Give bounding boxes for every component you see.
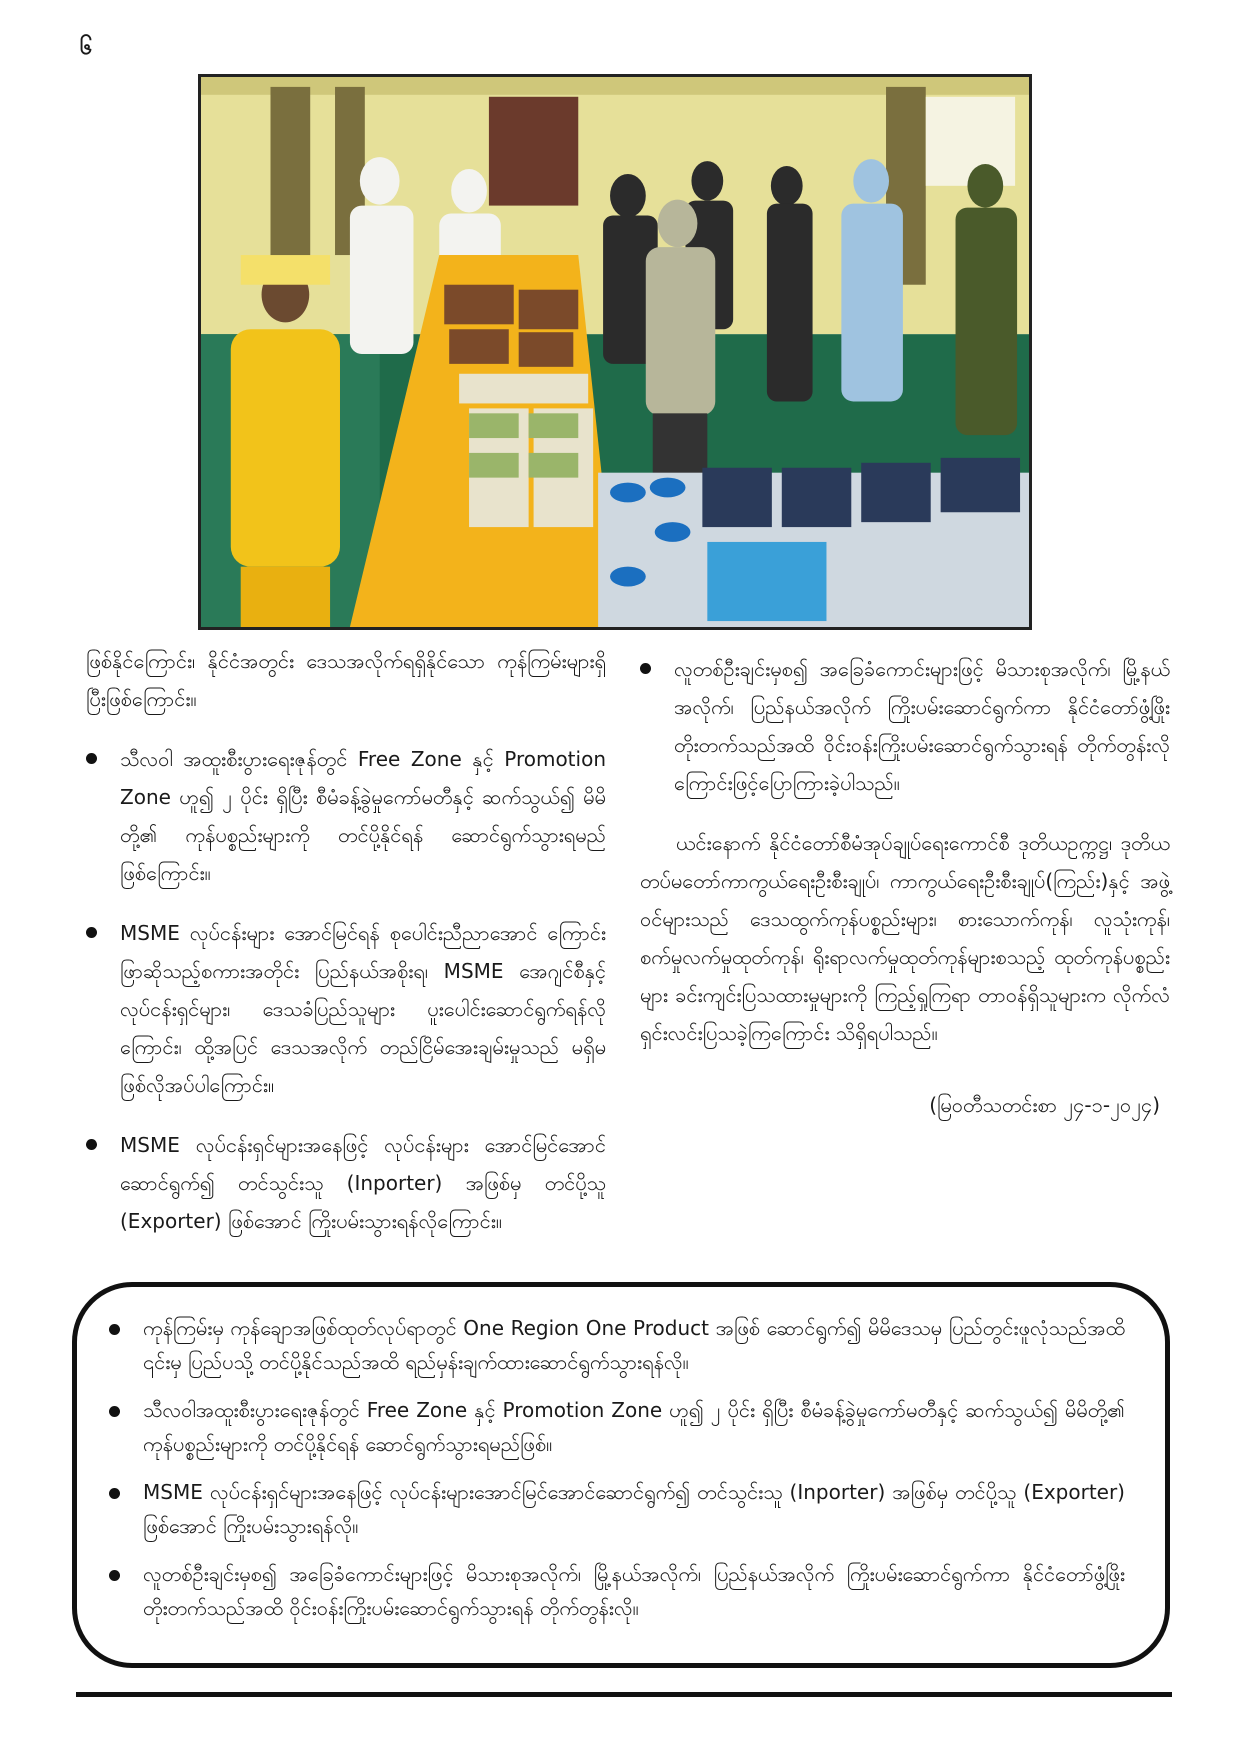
bullet-dot-icon — [86, 753, 97, 764]
left-bullet-text: သီလဝါ အထူးစီးပွားရေးဇုန်တွင် Free Zone နှင့် Promotion Zone ဟူ၍ ၂ ပိုင်း ရှိပြီး စီမံခန့်ခွဲမှုကော်မတီနှင့် ဆက်သွယ်၍ မိမိတို့၏ ကုန်ပစ္စည်းများကို တင်ပို့နိုင်ရန် ဆောင်ရွက်သွားရမည်ဖြစ်ကြောင်း။ — [120, 747, 606, 885]
bullet-dot-icon — [86, 927, 97, 938]
news-source-citation: (မြဝတီသတင်းစာ ၂၄-၁-၂၀၂၄) — [929, 1093, 1160, 1117]
left-bullet-text: MSME လုပ်ငန်းများ အောင်မြင်ရန် စုပေါင်းညီညာအောင် ကြောင်းဖြာဆိုသည့်စကားအတိုင်း ပြည်နယ်အစိုးရ၊ MSME အေဂျင်စီနှင့် လုပ်ငန်းရှင်များ၊ ဒေသခံပြည်သူများ ပူးပေါင်းဆောင်ရွက်ရန်လိုကြောင်း၊ ထို့အပြင် ဒေသအလိုက် တည်ငြိမ်အေးချမ်းမှုသည် မရှိမဖြစ်လိုအပ်ပါကြောင်း။ — [120, 921, 606, 1097]
exhibition-photo — [198, 74, 1032, 630]
right-column — [640, 650, 1170, 1124]
left-bullet-text: MSME လုပ်ငန်းရှင်များအနေဖြင့် လုပ်ငန်းများ အောင်မြင်အောင် ဆောင်ရွက်၍ တင်သွင်းသူ (Inporter) အဖြစ်မှ တင်ပို့သူ (Exporter) ဖြစ်အောင် ကြိုးပမ်းသွားရန်လိုကြောင်း။ — [120, 1133, 606, 1233]
left-continuation-paragraph: ဖြစ်နိုင်ကြောင်း၊ နိုင်ငံအတွင်း ဒေသအလိုက်ရရှိနိုင်သော ကုန်ကြမ်းများရှိပြီးဖြစ်ကြောင်း။ — [86, 649, 606, 711]
bullet-dot-icon — [109, 1324, 120, 1335]
right-bullet-text: လူတစ်ဦးချင်းမှစ၍ အခြေခံကောင်းများဖြင့် မိသားစုအလိုက်၊ မြို့နယ်အလိုက်၊ ပြည်နယ်အလိုက် ကြိုးပမ်းဆောင်ရွက်ကာ နိုင်ငံတော်ဖွံ့ဖြိုး တိုးတက်သည်အထိ ဝိုင်းဝန်းကြိုးပမ်းဆောင်ရွက်သွားရန် တိုက်တွန်းလိုကြောင်းဖြင့်ပြောကြားခဲ့ပါသည်။ — [674, 657, 1170, 795]
summary-bullet-text: သီလဝါအထူးစီးပွားရေးဇုန်တွင် Free Zone နှင့် Promotion Zone ဟူ၍ ၂ ပိုင်း ရှိပြီး စီမံခန့်ခွဲမှုကော်မတီနှင့် ဆက်သွယ်၍ မိမိတို့၏ ကုန်ပစ္စည်းများကို တင်ပို့နိုင်ရန် ဆောင်ရွက်သွားရမည်ဖြစ်။ — [143, 1398, 1125, 1456]
right-body-paragraph: ယင်းနောက် နိုင်ငံတော်စီမံအုပ်ချုပ်ရေးကောင်စီ ဒုတိယဥက္ကဋ္ဌ၊ ဒုတိယတပ်မတော်ကာကွယ်ရေးဦးစီးချုပ်၊ ကာကွယ်ရေးဦးစီးချုပ်(ကြည်း)နှင့် အဖွဲ့ဝင်များသည် ဒေသထွက်ကုန်ပစ္စည်းများ၊ စားသောက်ကုန်၊ လူသုံးကုန်၊ စက်မှုလက်မှုထုတ်ကုန်၊ ရိုးရာလက်မှုထုတ်ကုန်များစသည့် ထုတ်ကုန်ပစ္စည်းများ ခင်းကျင်းပြသထားမှုများကို ကြည့်ရှုကြရာ တာဝန်ရှိသူများက လိုက်လံရှင်းလင်းပြသခဲ့ကြကြောင်း သိရှိရပါသည်။ — [640, 831, 1170, 1045]
bullet-dot-icon — [109, 1570, 120, 1581]
bullet-dot-icon — [109, 1488, 120, 1499]
bottom-rule — [76, 1692, 1172, 1697]
left-bullet-item — [86, 914, 606, 1104]
summary-bullet-text: လူတစ်ဦးချင်းမှစ၍ အခြေခံကောင်းများဖြင့် မိသားစုအလိုက်၊ မြို့နယ်အလိုက်၊ ပြည်နယ်အလိုက် ကြိုးပမ်းဆောင်ရွက်ကာ နိုင်ငံတော်ဖွံ့ဖြိုးတိုးတက်သည်အထိ ဝိုင်းဝန်းကြိုးပမ်းဆောင်ရွက်သွားရန် တိုက်တွန်းလို။ — [143, 1562, 1125, 1620]
right-bullet-item — [640, 650, 1170, 802]
left-bullet-item — [86, 740, 606, 892]
bullet-dot-icon — [86, 1139, 97, 1150]
bullet-dot-icon — [640, 663, 651, 674]
page-number: ၆ — [80, 35, 93, 60]
bullet-dot-icon — [109, 1406, 120, 1417]
left-column — [86, 642, 606, 1262]
summary-bullet-item — [109, 1311, 1125, 1379]
left-bullet-item — [86, 1126, 606, 1240]
summary-bullet-text: ကုန်ကြမ်းမှ ကုန်ချောအဖြစ်ထုတ်လုပ်ရာတွင် One Region One Product အဖြစ် ဆောင်ရွက်၍ မိမိဒေသမှ ပြည်တွင်းဖူလုံသည်အထိ ၎င်းမှ ပြည်ပသို့ တင်ပို့နိုင်သည်အထိ ရည်မှန်းချက်ထားဆောင်ရွက်သွားရန်လို။ — [143, 1316, 1125, 1374]
summary-box — [72, 1282, 1170, 1668]
summary-bullet-item — [109, 1393, 1125, 1461]
summary-bullet-item — [109, 1475, 1125, 1543]
summary-bullet-item — [109, 1557, 1125, 1625]
summary-bullet-text: MSME လုပ်ငန်းရှင်များအနေဖြင့် လုပ်ငန်းများအောင်မြင်အောင်ဆောင်ရွက်၍ တင်သွင်းသူ (Inporter) အဖြစ်မှ တင်ပို့သူ (Exporter) ဖြစ်အောင် ကြိုးပမ်းသွားရန်လို။ — [143, 1480, 1125, 1538]
